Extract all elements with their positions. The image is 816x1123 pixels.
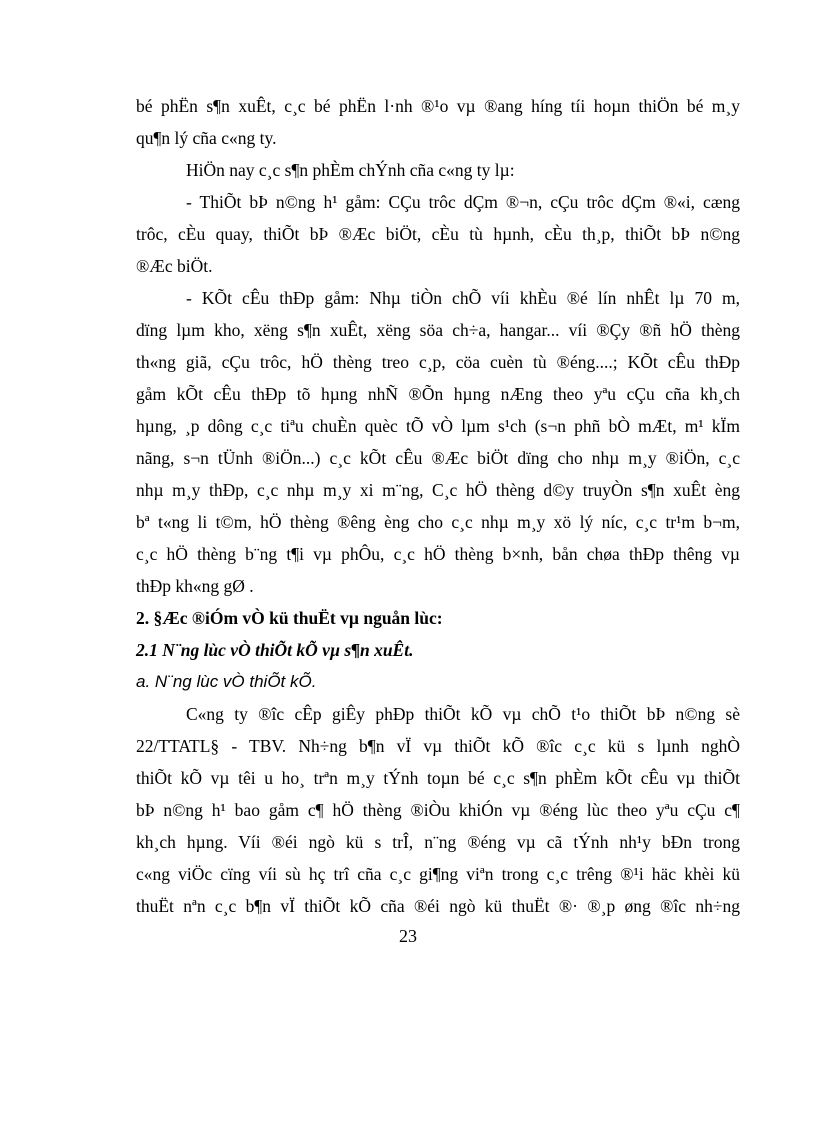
body-text-line: qu¶n lý cña c«ng ty. xyxy=(136,128,277,148)
page-number: 23 xyxy=(399,926,417,946)
body-text-line: bé phËn s¶n xuÊt, c¸c bé phËn l·nh ®¹o vµ ®ang híng tíi hoµn thiÖn bé m¸y xyxy=(136,96,740,116)
subsection-heading: 2.1 N¨ng lùc vÒ thiÕt kÕ vµ s¶n xuÊt. xyxy=(136,640,414,660)
body-text-line: 22/TTATL§ - TBV. Nh÷ng b¶n vÏ vµ thiÕt kÕ ®îc c¸c kü s lµnh nghÒ xyxy=(136,736,740,756)
body-text-line: ®Æc biÖt. xyxy=(136,256,213,276)
body-text-line: thuËt nªn c¸c b¶n vÏ thiÕt kÕ cña ®éi ngò kü thuËt ®· ®¸p øng ®îc nh÷ng xyxy=(136,896,740,916)
section-heading: 2. §Æc ®iÓm vÒ kü thuËt vµ nguån lùc: xyxy=(136,608,443,628)
body-text-line: C«ng ty ®îc cÊp giÊy phÐp thiÕt kÕ vµ chÕ t¹o thiÕt bÞ n©ng sè xyxy=(186,704,740,724)
body-text-line: - KÕt cÊu thÐp gåm: Nhµ tiÒn chÕ víi khÈu ®é lín nhÊt lµ 70 m, xyxy=(186,288,740,308)
body-text-line: c¸c hÖ thèng b¨ng t¶i vµ phÔu, c¸c hÖ thèng b×nh, bån chøa thÐp thêng vµ xyxy=(136,544,740,564)
body-text-line: c«ng viÖc cïng víi sù hç trî cña c¸c gi¶ng viªn trong c¸c trêng ®¹i häc khèi kü xyxy=(136,864,740,884)
body-text-line: bÞ n©ng h¹ bao gåm c¶ hÖ thèng ®iÒu khiÓn vµ ®éng lùc theo yªu cÇu c¶ xyxy=(136,800,740,820)
body-text-line: kh¸ch hµng. Víi ®éi ngò kü s trÎ, n¨ng ®éng vµ cã tÝnh nh¹y bÐn trong xyxy=(136,832,740,852)
sub-subsection-heading: a. N¨ng lùc vÒ thiÕt kÕ. xyxy=(136,672,317,691)
body-text-line: HiÖn nay c¸c s¶n phÈm chÝnh cña c«ng ty lµ: xyxy=(186,160,515,180)
body-text-line: th«ng giã, cÇu trôc, hÖ thèng treo c¸p, cöa cuèn tù ®éng....; KÕt cÊu thÐp xyxy=(136,352,740,372)
body-text-line: thÐp kh«ng gØ . xyxy=(136,576,254,596)
body-text-line: bª t«ng li t©m, hÖ thèng ®êng èng cho c¸c nhµ m¸y xö lý níc, c¸c tr¹m b¬m, xyxy=(136,512,740,532)
body-text-line: nhµ m¸y thÐp, c¸c nhµ m¸y xi m¨ng, C¸c hÖ thèng d©y truyÒn s¶n xuÊt èng xyxy=(136,480,740,500)
body-text-line: dïng lµm kho, xëng s¶n xuÊt, xëng söa ch÷a, hangar... víi ®Çy ®ñ hÖ thèng xyxy=(136,320,740,340)
body-text-line: hµng, ¸p dông c¸c tiªu chuÈn quèc tÕ vÒ lµm s¹ch (s¬n phñ bÒ mÆt, m¹ kÏm xyxy=(136,416,740,436)
body-text-line: - ThiÕt bÞ n©ng h¹ gåm: CÇu trôc dÇm ®¬n, cÇu trôc dÇm ®«i, cæng xyxy=(186,192,740,212)
body-text-line: trôc, cÈu quay, thiÕt bÞ ®Æc biÖt, cÈu tù hµnh, cÈu th¸p, thiÕt bÞ n©ng xyxy=(136,224,740,244)
body-text-line: gåm kÕt cÊu thÐp tõ hµng nhÑ ®Õn hµng nÆng theo yªu cÇu cña kh¸ch xyxy=(136,384,740,404)
body-text-line: thiÕt kÕ vµ têi u ho¸ trªn m¸y tÝnh toµn bé c¸c s¶n phÈm kÕt cÊu vµ thiÕt xyxy=(136,768,740,788)
body-text-line: nãng, s¬n tÜnh ®iÖn...) c¸c kÕt cÊu ®Æc biÖt dïng cho nhµ m¸y ®iÖn, c¸c xyxy=(136,448,740,468)
